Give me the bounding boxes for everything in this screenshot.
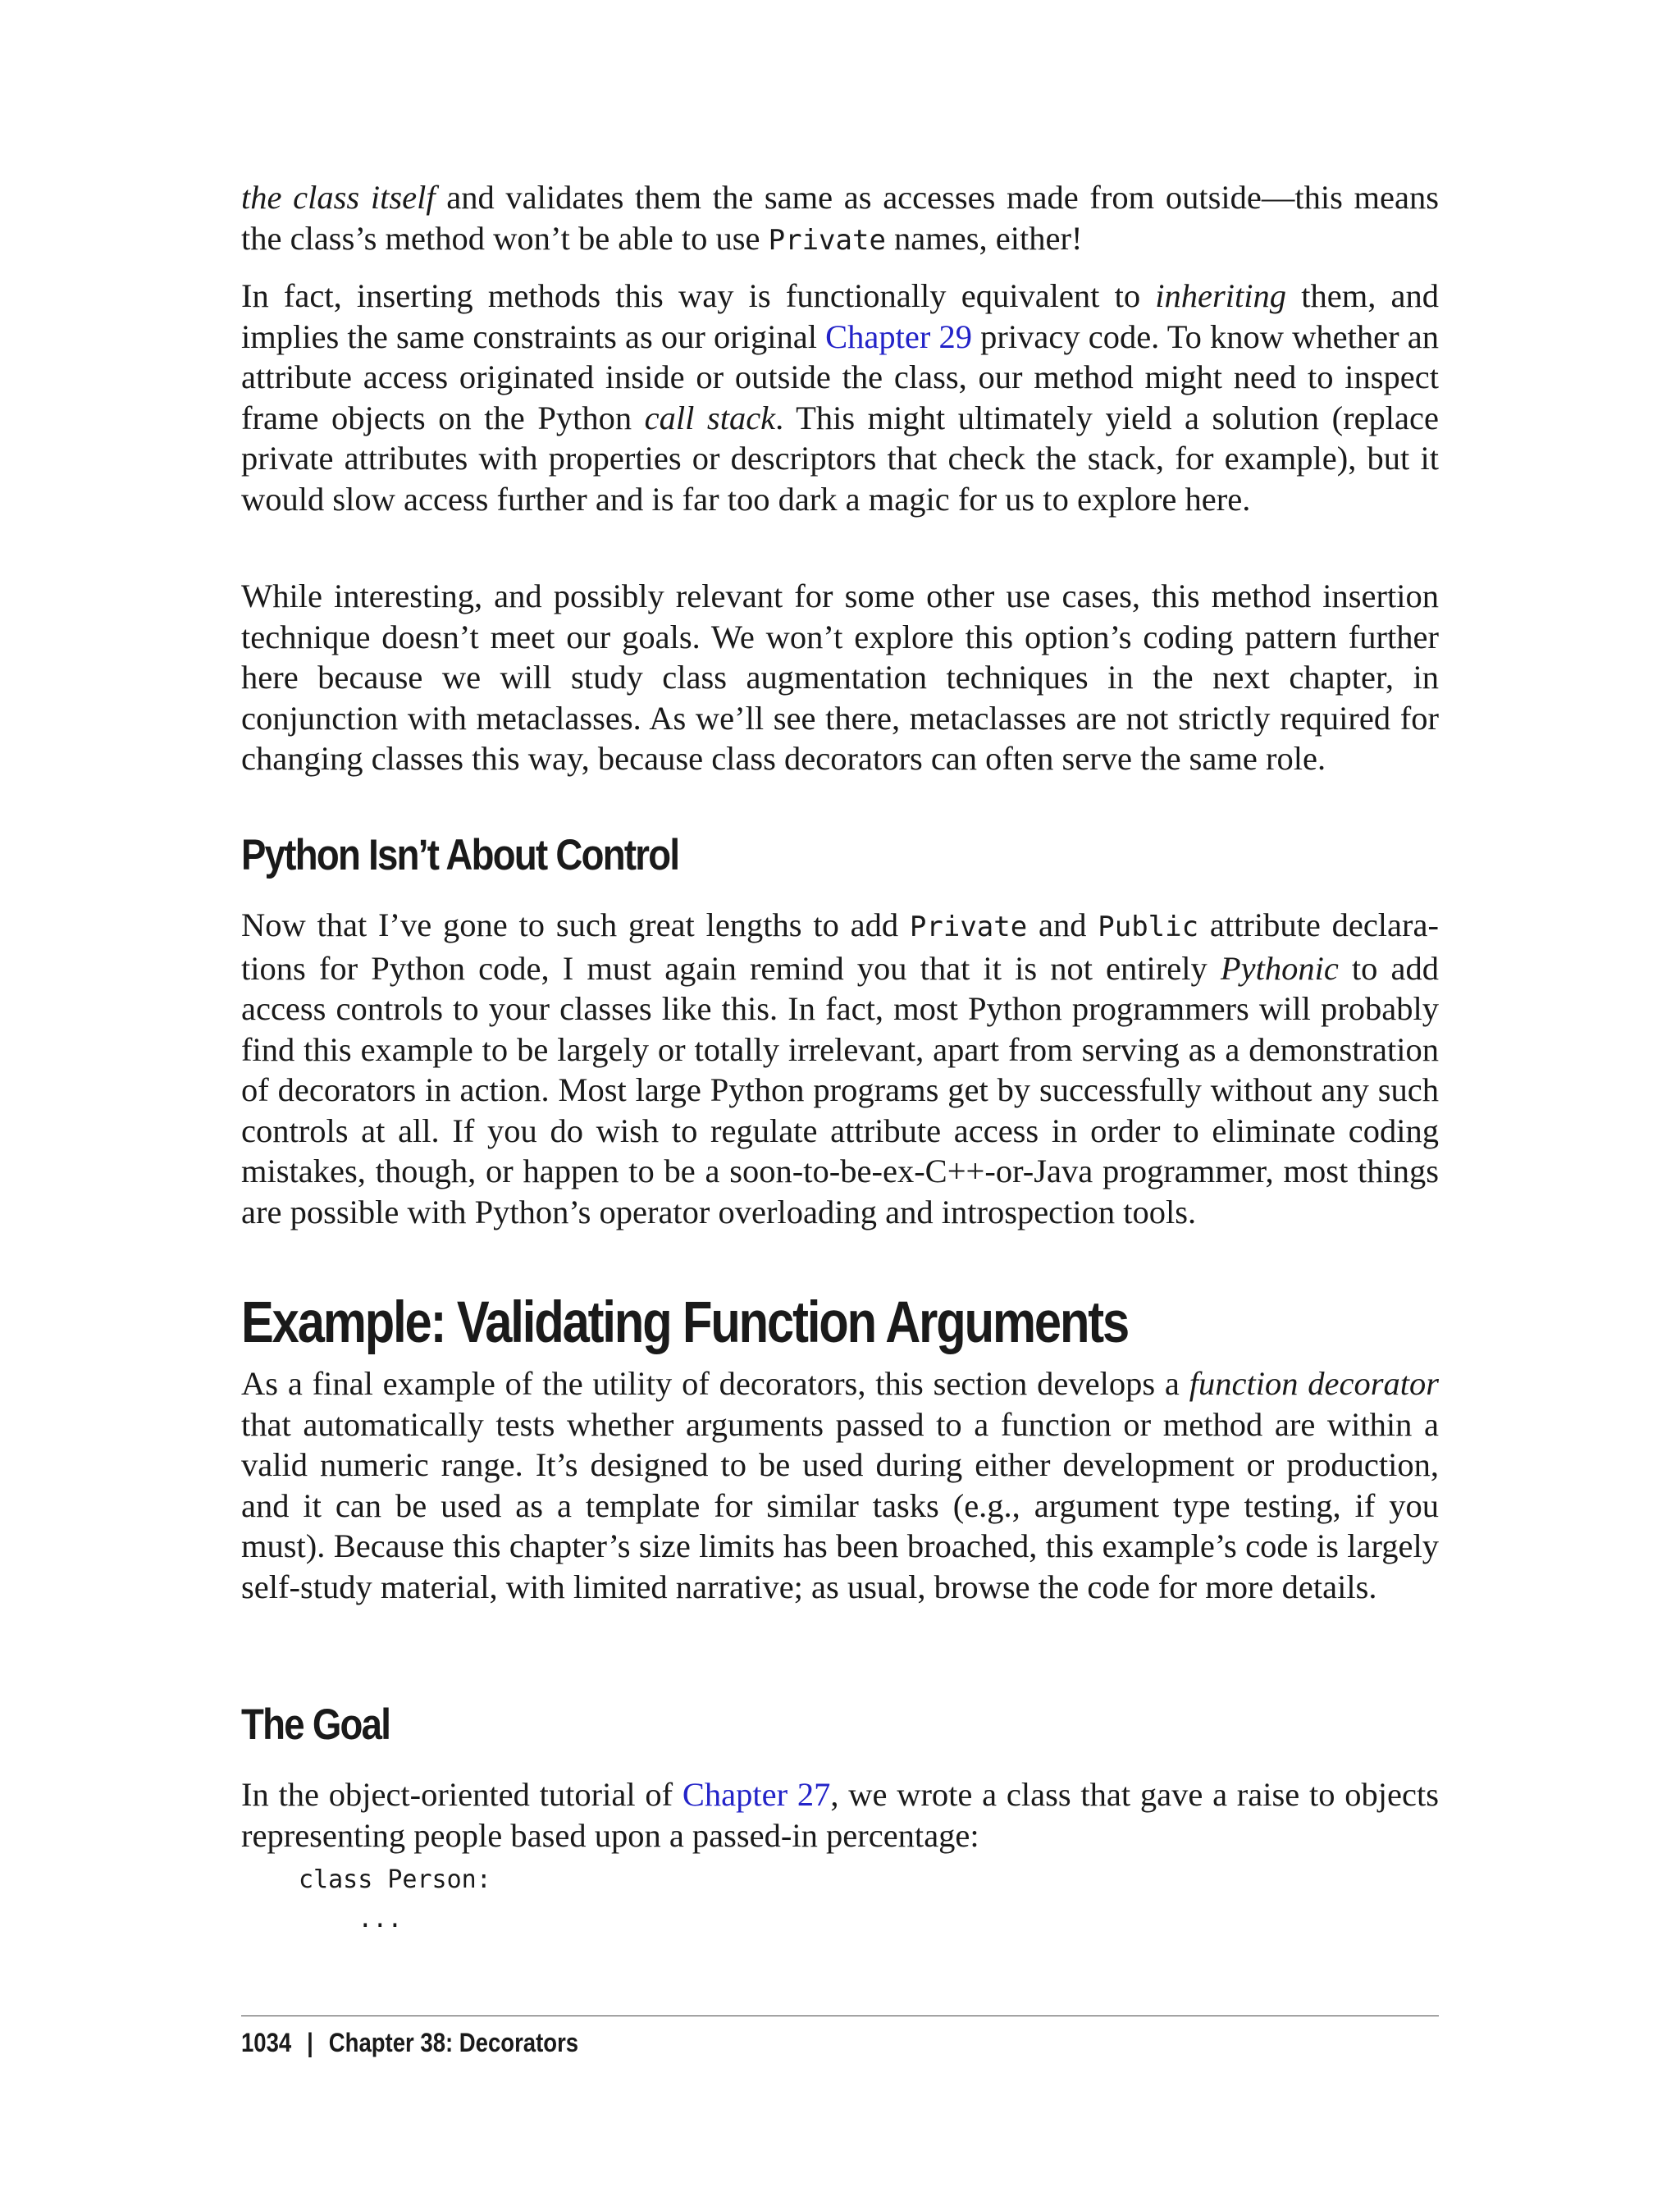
section-heading-goal: The Goal xyxy=(241,1701,390,1749)
paragraph-inheriting: In fact, inserting methods this way is functionally equivalent to inheriting them, and implies the same constraints as our original Chapter 29 privacy code. To know whether an attribute access originated inside or outside the class, our method might need to inspect frame objects on the Python call stack. This might ultimately yield a solution (replace private attributes with properties or descriptors that check the stack, for example), but it would slow access further and is far too dark a magic for us to explore here. xyxy=(241,277,1439,518)
section-heading-example: Example: Validating Function Arguments xyxy=(241,1290,1129,1355)
footer-separator: | xyxy=(307,2028,313,2057)
paragraph-continuation: the class itself and validates them the same as accesses made from outside—this means the class’s method won’t be able to use Private names, either! xyxy=(241,179,1439,257)
paragraph-goal: In the object-oriented tutorial of Chapter 27, we wrote a class that gave a raise to objects representing people based upon a passed-in percentage: xyxy=(241,1776,1439,1854)
page-number: 1034 xyxy=(241,2028,292,2057)
italic-text: inheriting xyxy=(1155,277,1287,314)
chapter-title: Chapter 38: Decorators xyxy=(328,2028,579,2057)
italic-text: Pythonic xyxy=(1220,949,1339,987)
section-heading-control: Python Isn’t About Control xyxy=(241,831,679,879)
paragraph-validating-intro: As a final example of the utility of decorators, this section develops a function decorator that automatically tests whether arguments passed to a function or method are within a valid numeric range. It’s designed to be used during either development or production, and it can be used as a template for similar tasks (e.g., argument type testing, if you must). Because this chapter’s size limits has been broached, this example’s code is largely self-study material, with limited narrative; as usual, browse the code for more details. xyxy=(241,1365,1439,1605)
italic-text: call stack xyxy=(644,399,776,436)
chapter-29-link[interactable]: Chapter 29 xyxy=(825,317,972,355)
paragraph-method-insertion: While interesting, and possibly relevant for some other use cases, this method insertion technique doesn’t meet our goals. We won’t explore this option’s coding pattern further here because we will study class augmentation techniques in the next chapter, in conjunction with metaclasses. As we’ll see there, metaclasses are not strictly required for changing classes this way, because class decorators can often serve the same role. xyxy=(241,578,1439,777)
chapter-27-link[interactable]: Chapter 27 xyxy=(682,1776,831,1813)
page-footer xyxy=(241,2028,578,2058)
italic-text: function decorator xyxy=(1189,1365,1439,1402)
inline-code: Public xyxy=(1098,911,1199,943)
code-block: class Person: ... xyxy=(299,1865,491,1933)
paragraph-access-controls: Now that I’ve gone to such great lengths to add Private and Public attribute declarations for Python code, I must again remind you that it is not entirely Pythonic to add access controls to your classes like this. In fact, most Python programmers will probably find this example to be largely or totally irrelevant, apart from serving as a demonstration of decorators in action. Most large Python programs get by successfully without any such controls at all. If you do wish to regulate attribute access in order to eliminate coding mistakes, though, or happen to be a soon-to-be-ex-C++-or-Java programmer, most things are possible with Python’s operator overloading and introspection tools. xyxy=(241,906,1439,1230)
italic-text: the class itself xyxy=(241,179,436,216)
inline-code: Private xyxy=(909,911,1028,943)
inline-code: Private xyxy=(768,223,886,257)
